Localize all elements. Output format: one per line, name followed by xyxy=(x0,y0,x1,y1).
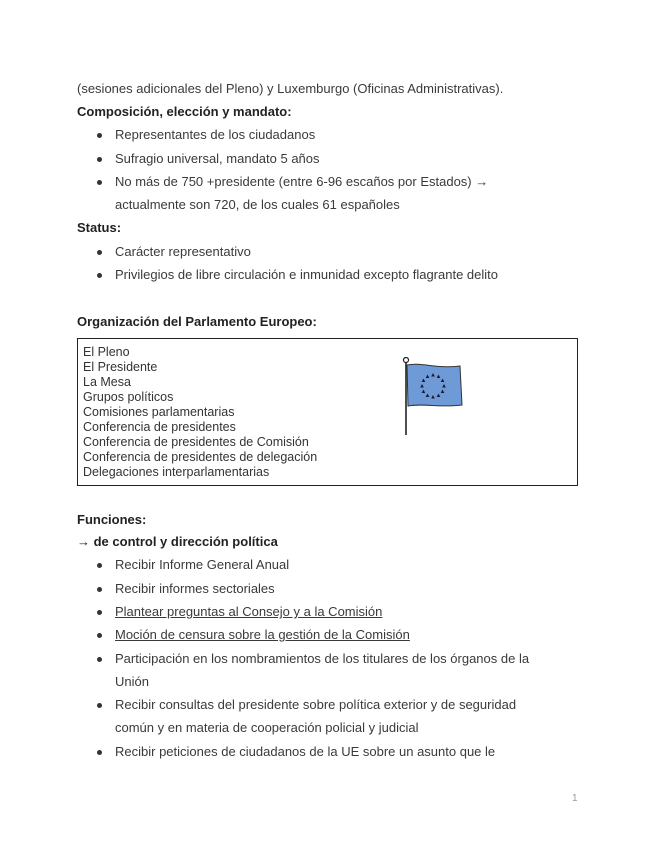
bullet-dot xyxy=(97,273,102,278)
composicion-heading: Composición, elección y mandato: xyxy=(77,104,292,119)
funciones-heading: Funciones: xyxy=(77,512,147,527)
bullet-dot xyxy=(97,587,102,592)
status-item: Privilegios de libre circulación e inmunidad excepto flagrante delito xyxy=(115,267,498,282)
bullet-dot xyxy=(97,610,102,615)
funciones-item: Recibir consultas del presidente sobre política exterior y de seguridad xyxy=(115,697,517,712)
composicion-item: No más de 750 +presidente (entre 6-96 escaños por Estados) → xyxy=(115,174,489,189)
organizacion-item: Comisiones parlamentarias xyxy=(83,405,235,419)
intro-line: (sesiones adicionales del Pleno) y Luxemburgo (Oficinas Administrativas). xyxy=(77,81,504,96)
organizacion-item: La Mesa xyxy=(83,375,131,389)
funciones-item: Recibir peticiones de ciudadanos de la UE sobre un asunto que le xyxy=(115,744,496,759)
funciones-item-continuation: Unión xyxy=(115,674,149,689)
composicion-item: Sufragio universal, mandato 5 años xyxy=(115,151,320,166)
organizacion-item: Conferencia de presidentes de delegación xyxy=(83,450,318,464)
status-item: Carácter representativo xyxy=(115,244,251,259)
bullet-dot xyxy=(97,133,102,138)
composicion-item-continuation: actualmente son 720, de los cuales 61 españoles xyxy=(115,197,400,212)
organizacion-item: Delegaciones interparlamentarias xyxy=(83,465,270,479)
composicion-item: Representantes de los ciudadanos xyxy=(115,127,316,142)
organizacion-item: Conferencia de presidentes de Comisión xyxy=(83,435,309,449)
organizacion-item: Conferencia de presidentes xyxy=(83,420,236,434)
funciones-subheading: → de control y dirección política xyxy=(77,534,278,549)
bullet-dot xyxy=(97,750,102,755)
funciones-link-mocion[interactable]: Moción de censura sobre la gestión de la Comisión xyxy=(115,627,410,642)
bullet-dot xyxy=(97,157,102,162)
bullet-dot xyxy=(97,633,102,638)
eu-flag-icon xyxy=(402,357,468,437)
bullet-dot xyxy=(97,657,102,662)
funciones-item: Participación en los nombramientos de los titulares de los órganos de la xyxy=(115,651,530,666)
organizacion-item: El Presidente xyxy=(83,360,158,374)
funciones-item: Recibir informes sectoriales xyxy=(115,581,275,596)
bullet-dot xyxy=(97,180,102,185)
bullet-dot xyxy=(97,703,102,708)
bullet-dot xyxy=(97,250,102,255)
page-number: 1 xyxy=(572,793,578,804)
funciones-item: Recibir Informe General Anual xyxy=(115,557,290,572)
funciones-link-preguntas[interactable]: Plantear preguntas al Consejo y a la Comisión xyxy=(115,604,383,619)
funciones-item-continuation: común y en materia de cooperación policial y judicial xyxy=(115,720,419,735)
status-heading: Status: xyxy=(77,220,122,235)
organizacion-heading: Organización del Parlamento Europeo: xyxy=(77,314,317,329)
bullet-dot xyxy=(97,563,102,568)
organizacion-box xyxy=(77,338,578,486)
organizacion-item: Grupos políticos xyxy=(83,390,174,404)
organizacion-item: El Pleno xyxy=(83,345,130,359)
